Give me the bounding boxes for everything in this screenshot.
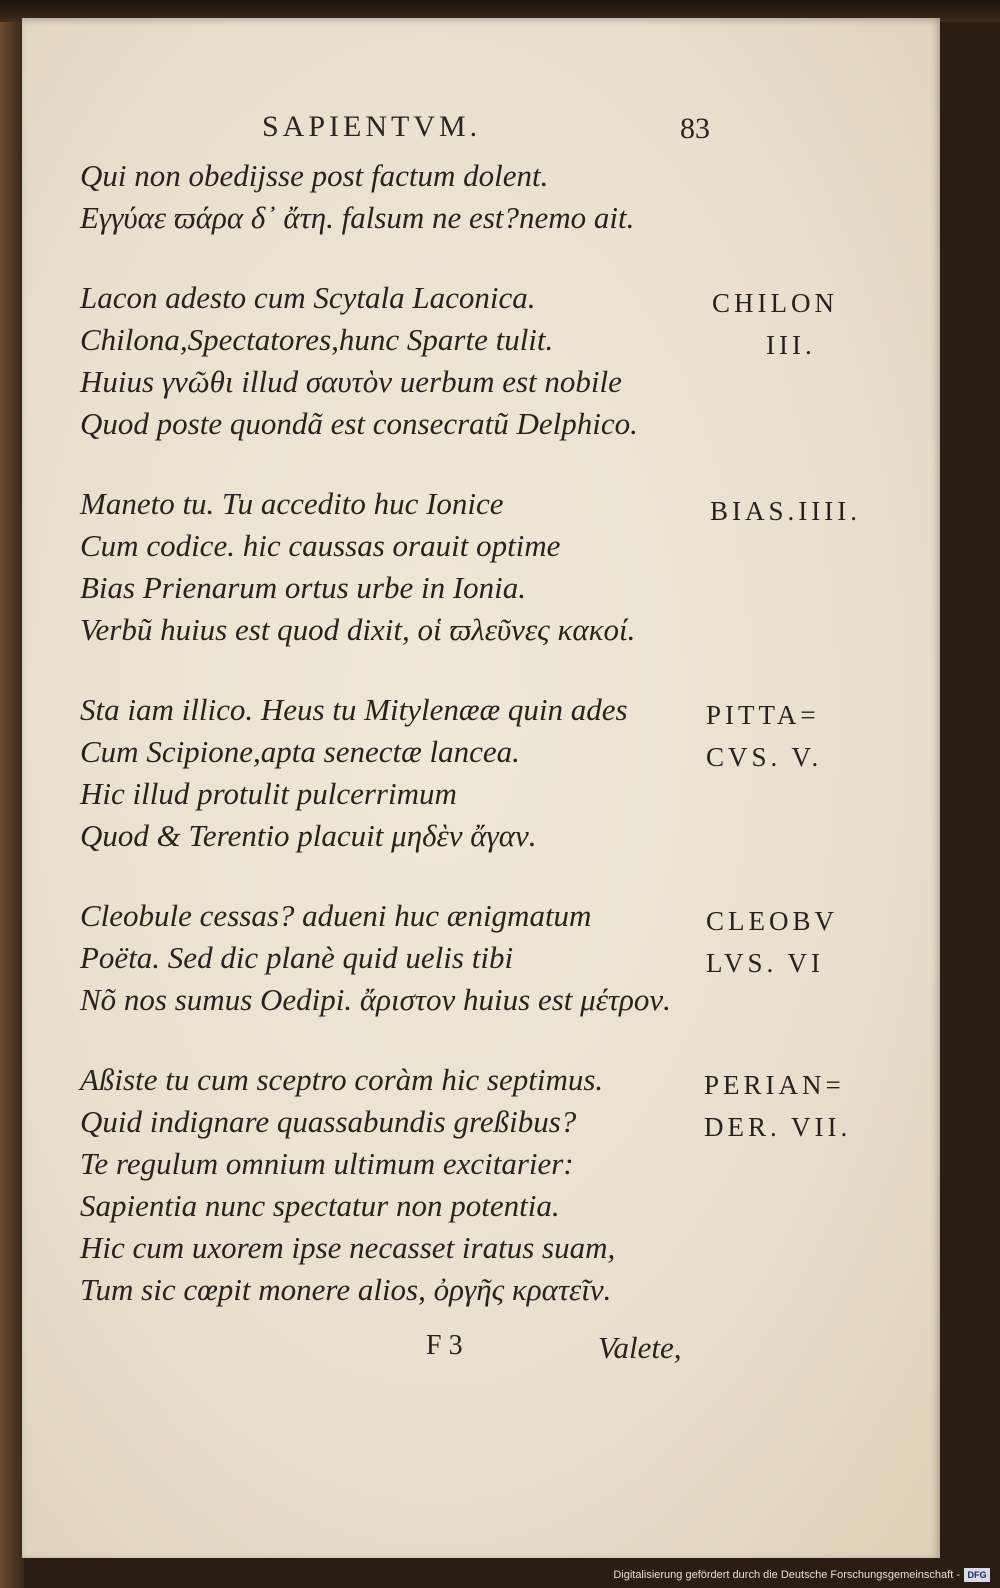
verse-line: Lacon adesto cum Scytala Laconica. — [80, 280, 536, 315]
verse-line: Maneto tu. Tu accedito huc Ionice — [80, 486, 504, 521]
verse-line: Hic illud protulit pulcerrimum — [80, 776, 457, 811]
verse-line: Sta iam illico. Heus tu Mitylenææ quin ades — [80, 692, 628, 727]
verse-line: Huius γνῶθι illud σαυτὸν uerbum est nobile — [80, 364, 622, 399]
signature-mark: F 3 — [426, 1330, 463, 1361]
verse-line: Nõ nos sumus Oedipi. ἄριστον huius est μέτρον. — [80, 982, 671, 1017]
margin-note: III. — [766, 330, 816, 360]
verse-line: Sapientia nunc spectatur non potentia. — [80, 1188, 560, 1223]
margin-note: CHILON — [712, 288, 838, 318]
page-footer — [22, 1330, 940, 1370]
running-head: SAPIENTVM. — [262, 110, 482, 143]
verse-line: Verbũ huius est quod dixit, οἱ ϖλεῦνες κακοί. — [80, 612, 636, 647]
credit-text: Digitalisierung gefördert durch die Deutsche Forschungsgemeinschaft - — [613, 1569, 960, 1581]
margin-note: BIAS.IIII. — [710, 496, 861, 526]
dfg-logo-icon: DFG — [964, 1568, 990, 1582]
verse-line: Te regulum omnium ultimum excitarier: — [80, 1146, 574, 1181]
page-number: 83 — [680, 112, 710, 145]
verse-line: Quid indignare quassabundis greßibus? — [80, 1104, 577, 1139]
margin-note: DER. VII. — [704, 1112, 852, 1142]
verse-line: Tum sic cœpit monere alios, ὀργῆς κρατεῖν. — [80, 1272, 612, 1307]
verse-line: Quod poste quondã est consecratũ Delphico. — [80, 406, 638, 441]
verse-line: Qui non obedijsse post factum dolent. — [80, 158, 549, 193]
margin-note: PITTA= — [706, 700, 820, 730]
page-header — [22, 110, 940, 150]
catchword: Valete, — [598, 1330, 682, 1365]
verse-line: Εγγύαε ϖάρα δ᾽ ἄτη. falsum ne est?nemo ait. — [80, 200, 635, 235]
margin-note: PERIAN= — [704, 1070, 845, 1100]
margin-note: LVS. VI — [706, 948, 825, 978]
verse-line: Hic cum uxorem ipse necasset iratus suam, — [80, 1230, 616, 1265]
verse-line: Aßiste tu cum sceptro coràm hic septimus. — [80, 1062, 604, 1097]
verse-line: Cleobule cessas? adueni huc ænigmatum — [80, 898, 592, 933]
digitization-credit — [613, 1566, 990, 1584]
verse-line: Quod & Terentio placuit μηδὲν ἄγαν. — [80, 818, 537, 853]
book-page — [22, 18, 940, 1558]
margin-note: CVS. V. — [706, 742, 823, 772]
verse-line: Cum Scipione,apta senectæ lancea. — [80, 734, 520, 769]
verse-line: Poëta. Sed dic planè quid uelis tibi — [80, 940, 514, 975]
verse-line: Chilona,Spectatores,hunc Sparte tulit. — [80, 322, 554, 357]
margin-note: CLEOBV — [706, 906, 838, 936]
verse-line: Cum codice. hic caussas orauit optime — [80, 528, 561, 563]
book-edge — [0, 0, 24, 1588]
verse-line: Bias Prienarum ortus urbe in Ionia. — [80, 570, 527, 605]
